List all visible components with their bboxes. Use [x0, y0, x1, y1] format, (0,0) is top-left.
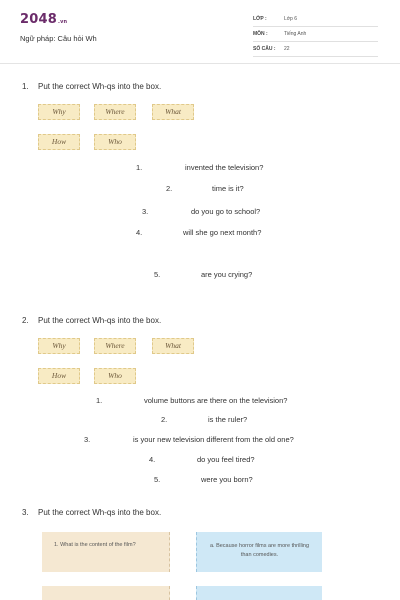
- meta-row-subject: [253, 28, 378, 42]
- page-subtitle: Ngữ pháp: Câu hỏi Wh: [20, 34, 97, 43]
- question-instruction: Put the correct Wh-qs into the box.: [38, 316, 162, 325]
- word-box-why[interactable]: Why: [38, 104, 80, 120]
- page-header: [0, 0, 400, 64]
- meta-value: Tiếng Anh: [284, 31, 307, 37]
- line-number: 1.: [136, 163, 143, 172]
- question-instruction: Put the correct Wh-qs into the box.: [38, 82, 162, 91]
- line-number: 4.: [149, 455, 156, 464]
- question-line-text: were you born?: [201, 475, 253, 484]
- meta-row-count: [253, 43, 378, 57]
- line-number: 2.: [166, 184, 173, 193]
- match-card-left[interactable]: 1. What is the content of the film?: [42, 532, 170, 572]
- word-box-how[interactable]: How: [38, 134, 80, 150]
- match-card-right-partial[interactable]: [196, 586, 322, 600]
- meta-label: SỐ CÂU :: [253, 46, 276, 52]
- logo-suffix: .vn: [57, 19, 68, 25]
- question-title: [22, 508, 161, 517]
- word-box-who[interactable]: Who: [94, 368, 136, 384]
- word-box-who[interactable]: Who: [94, 134, 136, 150]
- word-box-where[interactable]: Where: [94, 104, 136, 120]
- question-line-text: is your new television different from the old one?: [133, 435, 294, 444]
- word-box-where[interactable]: Where: [94, 338, 136, 354]
- word-box-why[interactable]: Why: [38, 338, 80, 354]
- meta-label: LỚP :: [253, 16, 267, 22]
- question-line-text: invented the television?: [185, 163, 264, 172]
- word-box-how[interactable]: How: [38, 368, 80, 384]
- line-number: 5.: [154, 270, 161, 279]
- meta-value: Lớp 6: [284, 16, 298, 22]
- question-number: 1.: [22, 82, 29, 91]
- line-number: 2.: [161, 415, 168, 424]
- question-line-text: are you crying?: [201, 270, 253, 279]
- line-number: 4.: [136, 228, 143, 237]
- question-line-text: is the ruler?: [208, 415, 248, 424]
- line-number: 5.: [154, 475, 161, 484]
- question-line-text: volume buttons are there on the television?: [144, 396, 288, 405]
- question-title: [22, 82, 161, 91]
- question-line-text: do you feel tired?: [197, 455, 255, 464]
- question-instruction: Put the correct Wh-qs into the box.: [38, 508, 162, 517]
- question-number: 2.: [22, 316, 29, 325]
- line-number: 3.: [142, 207, 149, 216]
- match-card-left-partial[interactable]: [42, 586, 170, 600]
- logo-text: 2048: [20, 12, 57, 27]
- line-number: 1.: [96, 396, 103, 405]
- meta-row-class: [253, 13, 378, 27]
- meta-label: MÔN :: [253, 31, 268, 37]
- question-line-text: will she go next month?: [183, 228, 262, 237]
- word-box-what[interactable]: What: [152, 338, 194, 354]
- match-card-right[interactable]: a. Because horror films are more thrilling than comedies.: [196, 532, 322, 572]
- line-number: 3.: [84, 435, 91, 444]
- meta-value: 22: [284, 46, 290, 52]
- word-box-what[interactable]: What: [152, 104, 194, 120]
- question-title: [22, 316, 161, 325]
- question-line-text: do you go to school?: [191, 207, 261, 216]
- question-number: 3.: [22, 508, 29, 517]
- question-line-text: time is it?: [212, 184, 244, 193]
- site-logo[interactable]: [20, 12, 67, 27]
